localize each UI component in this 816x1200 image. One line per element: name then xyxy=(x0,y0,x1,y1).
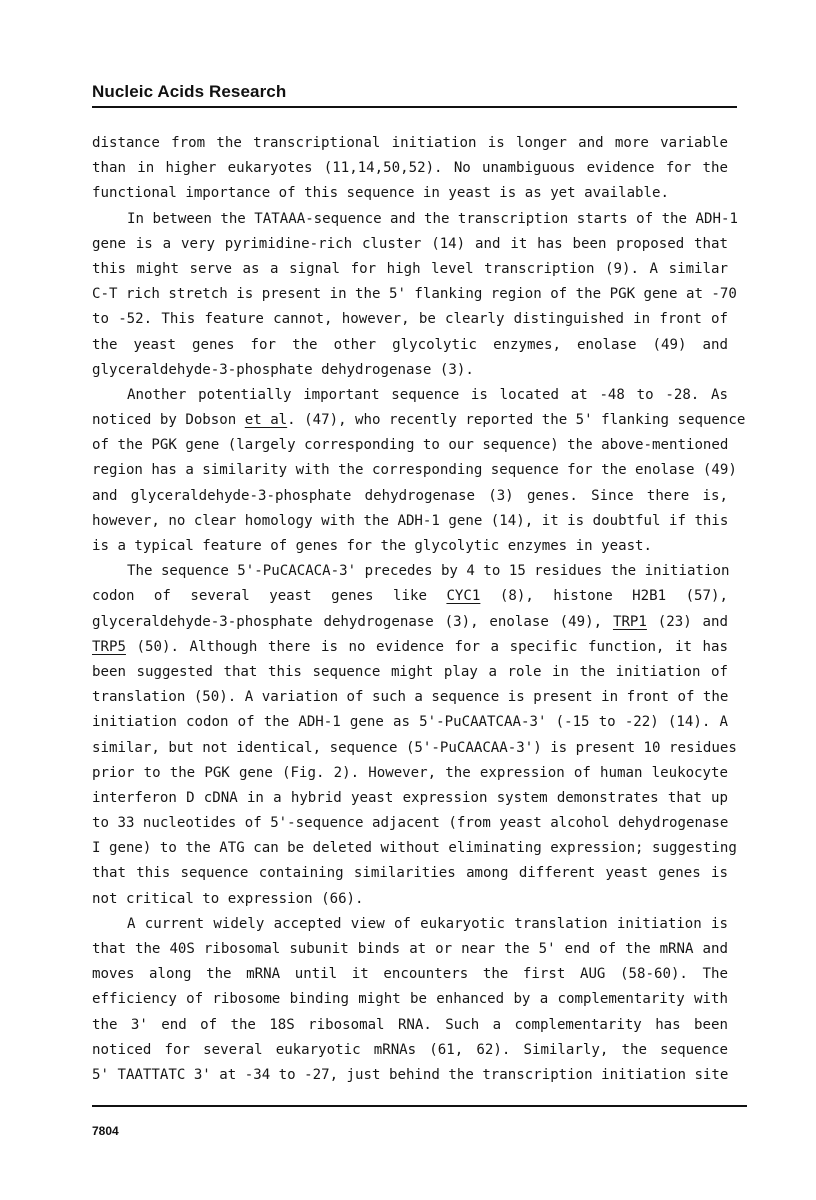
text-line: moves along the mRNA until it encounters the first AUG (58-60). The xyxy=(92,966,728,983)
text-line: and glyceraldehyde-3-phosphate dehydrogenase (3) genes. Since there is, xyxy=(92,487,728,504)
underlined-term: et al xyxy=(244,412,288,429)
underlined-term: TRP1 xyxy=(612,613,647,630)
text-line: Another potentially important sequence is located at -48 to -28. As xyxy=(127,386,728,403)
text-line: than in higher eukaryotes (11,14,50,52). No unambiguous evidence for the xyxy=(92,160,728,177)
text-line: C-T rich stretch is present in the 5' flanking region of the PGK gene at -70 xyxy=(92,286,737,303)
header-rule xyxy=(92,106,737,108)
text-line: that the 40S ribosomal subunit binds at or near the 5' end of the mRNA and xyxy=(92,941,728,957)
text-line: region has a similarity with the corresponding sequence for the enolase (49) xyxy=(92,462,737,479)
text-line: functional importance of this sequence in yeast is as yet available. xyxy=(92,185,669,202)
text-line: In between the TATAAA-sequence and the transcription starts of the ADH-1 xyxy=(127,210,738,227)
text-line: noticed by Dobson et al. (47), who recently reported the 5' flanking sequence xyxy=(92,412,746,429)
text-line: TRP5 (50). Although there is no evidence for a specific function, it has xyxy=(92,638,728,655)
text-line: the yeast genes for the other glycolytic enzymes, enolase (49) and xyxy=(92,336,728,353)
text-line: the 3' end of the 18S ribosomal RNA. Such a complementarity has been xyxy=(92,1016,728,1033)
text-line: however, no clear homology with the ADH-1 gene (14), it is doubtful if this xyxy=(92,512,729,529)
text-line: translation (50). A variation of such a sequence is present in front of the xyxy=(92,689,729,706)
text-line: noticed for several eukaryotic mRNAs (61, 62). Similarly, the sequence xyxy=(92,1041,728,1058)
text-line: glyceraldehyde-3-phosphate dehydrogenase (3), enolase (49), TRP1 (23) and xyxy=(92,613,729,630)
text-line: The sequence 5'-PuCACACA-3' precedes by 4 to 15 residues the initiation xyxy=(127,563,730,580)
text-line: 5' TAATTATC 3' at -34 to -27, just behind the transcription initiation site xyxy=(92,1066,729,1083)
underlined-term: TRP5 xyxy=(92,638,126,655)
text-line: I gene) to the ATG can be deleted without eliminating expression; suggesting xyxy=(92,840,737,857)
text-line: to 33 nucleotides of 5'-sequence adjacent (from yeast alcohol dehydrogenase xyxy=(92,815,729,832)
text-line: prior to the PGK gene (Fig. 2). However, the expression of human leukocyte xyxy=(92,764,728,781)
text-line: interferon D cDNA in a hybrid yeast expression system demonstrates that up xyxy=(92,789,728,806)
text-line: gene is a very pyrimidine-rich cluster (14) and it has been proposed that xyxy=(92,235,728,252)
text-line: been suggested that this sequence might play a role in the initiation of xyxy=(92,663,728,680)
text-line: of the PGK gene (largely corresponding to our sequence) the above-mentioned xyxy=(92,437,729,454)
footer-rule xyxy=(92,1105,747,1107)
text-line: codon of several yeast genes like CYC1 (8), histone H2B1 (57), xyxy=(92,588,728,605)
journal-title: Nucleic Acids Research xyxy=(92,82,287,101)
text-line: to -52. This feature cannot, however, be clearly distinguished in front of xyxy=(92,311,728,328)
page-number: 7804 xyxy=(92,1124,119,1138)
text-line: distance from the transcriptional initiation is longer and more variable xyxy=(92,135,728,151)
text-line: that this sequence containing similarities among different yeast genes is xyxy=(92,865,728,882)
text-line: glyceraldehyde-3-phosphate dehydrogenase (3). xyxy=(92,361,474,378)
text-line: this might serve as a signal for high level transcription (9). A similar xyxy=(92,260,728,277)
text-line: initiation codon of the ADH-1 gene as 5'-PuCAATCAA-3' (-15 to -22) (14). A xyxy=(92,714,728,731)
text-line: A current widely accepted view of eukaryotic translation initiation is xyxy=(127,915,728,932)
text-line: similar, but not identical, sequence (5'-PuCAACAA-3') is present 10 residues xyxy=(92,739,737,756)
body-text xyxy=(92,131,746,1088)
text-line: efficiency of ribosome binding might be enhanced by a complementarity with xyxy=(92,991,728,1008)
text-line: not critical to expression (66). xyxy=(92,890,364,907)
underlined-term: CYC1 xyxy=(446,588,481,605)
text-line: is a typical feature of genes for the glycolytic enzymes in yeast. xyxy=(92,538,653,554)
